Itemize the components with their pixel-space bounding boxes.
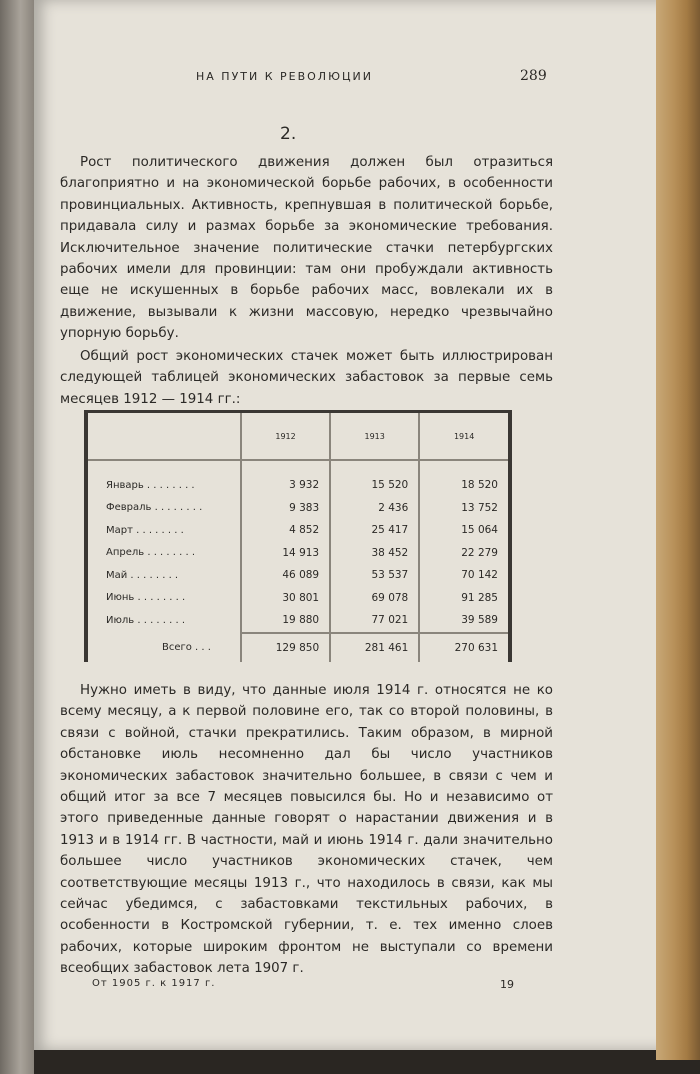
section-number: 2. [280, 124, 297, 144]
table-total-row [86, 633, 510, 662]
table-cell: 9 383 [241, 497, 330, 520]
table-row [86, 542, 510, 565]
page-number: 289 [520, 68, 547, 84]
paragraph-3: Нужно иметь в виду, что данные июля 1914 г. относятся не ко всему месяцу, а к первой половине его, так со второй половины, в связи с войной, стачки прекратились. Таким образом, в мирной обстановке июль несомненно дал бы число участников экономических забастовок значительно большее, в связи с чем и общий итог за все 7 месяцев повысился бы. Но и независимо от этого приведенные данные говорят о нарастании движения и в 1913 и в 1914 гг. В частности, май и июнь 1914 г. дали значительно большее число участников экономических стачек, чем соответствующие месяцы 1913 г., что находилось в связи, как мы сейчас убедимся, с забастовками текстильных рабочих, в особенности в Костромской губернии, т. е. тех именно слоев рабочих, которые широким фронтом не выступали со времени всеобщих забастовок лета 1907 г. [60, 683, 553, 977]
row-label: Май . . . . . . . . [106, 569, 179, 581]
total-cell: 270 631 [419, 633, 510, 662]
table-cell: 4 852 [241, 519, 330, 542]
table-cell: 70 142 [419, 564, 510, 587]
row-label: Июль . . . . . . . . [106, 615, 186, 627]
table-cell: 14 913 [241, 542, 330, 565]
paragraph-2: Общий рост экономических стачек может быть иллюстрирован следующей таблицей экономических забастовок за первые семь месяцев 1912 — 1914 гг.: [60, 349, 553, 407]
total-label: Всего . . . [162, 641, 211, 653]
column-header: 1914 [419, 412, 510, 461]
row-label: Апрель . . . . . . . . [106, 547, 196, 559]
table-cell: 46 089 [241, 564, 330, 587]
table-cell: 69 078 [330, 587, 419, 610]
page-stack-edge [656, 0, 700, 1060]
total-cell: 129 850 [241, 633, 330, 662]
column-header: 1913 [330, 412, 419, 461]
footer-sheet-number: 19 [500, 978, 514, 991]
table-row [86, 460, 510, 497]
table-cell: 91 285 [419, 587, 510, 610]
row-label: Март . . . . . . . . [106, 524, 184, 536]
running-title: НА ПУТИ К РЕВОЛЮЦИИ [196, 70, 373, 83]
table-row [86, 609, 510, 633]
previous-page-edge [0, 0, 34, 1074]
total-cell: 281 461 [330, 633, 419, 662]
table-corner-cell [86, 412, 241, 461]
paragraph-1: Рост политического движения должен был отразиться благоприятно и на экономической борьбе рабочих, в особенности провинциальных. Активность, крепнувшая в политической борьбе, придавала силу и размах борьбе за экономические требования. Исключительное значение политические стачки петербургских рабочих имели для провинции: там они пробуждали активность еще не искушенных в борьбе рабочих масс, вовлекали их в движение, вызывали к жизни массовую, нередко чрезвычайно упорную борьбу. [60, 155, 553, 342]
table-row [86, 587, 510, 610]
table-cell: 22 279 [419, 542, 510, 565]
column-header: 1912 [241, 412, 330, 461]
table-cell: 77 021 [330, 609, 419, 633]
table-cell: 30 801 [241, 587, 330, 610]
table-cell: 18 520 [419, 460, 510, 497]
table-cell: 13 752 [419, 497, 510, 520]
row-label: Январь . . . . . . . . [106, 479, 195, 491]
table-cell: 19 880 [241, 609, 330, 633]
table-cell: 39 589 [419, 609, 510, 633]
table-cell: 15 064 [419, 519, 510, 542]
table-row [86, 497, 510, 520]
strikes-table [84, 410, 512, 662]
table-row [86, 519, 510, 542]
table-cell: 2 436 [330, 497, 419, 520]
row-label: Июнь . . . . . . . . [106, 592, 186, 604]
row-label: Февраль . . . . . . . . [106, 502, 203, 514]
table-cell: 3 932 [241, 460, 330, 497]
table-row [86, 564, 510, 587]
footer-signature: От 1905 г. к 1917 г. [92, 978, 216, 989]
table-cell: 25 417 [330, 519, 419, 542]
table-header-row [86, 412, 510, 461]
table-cell: 15 520 [330, 460, 419, 497]
table-cell: 38 452 [330, 542, 419, 565]
table-cell: 53 537 [330, 564, 419, 587]
